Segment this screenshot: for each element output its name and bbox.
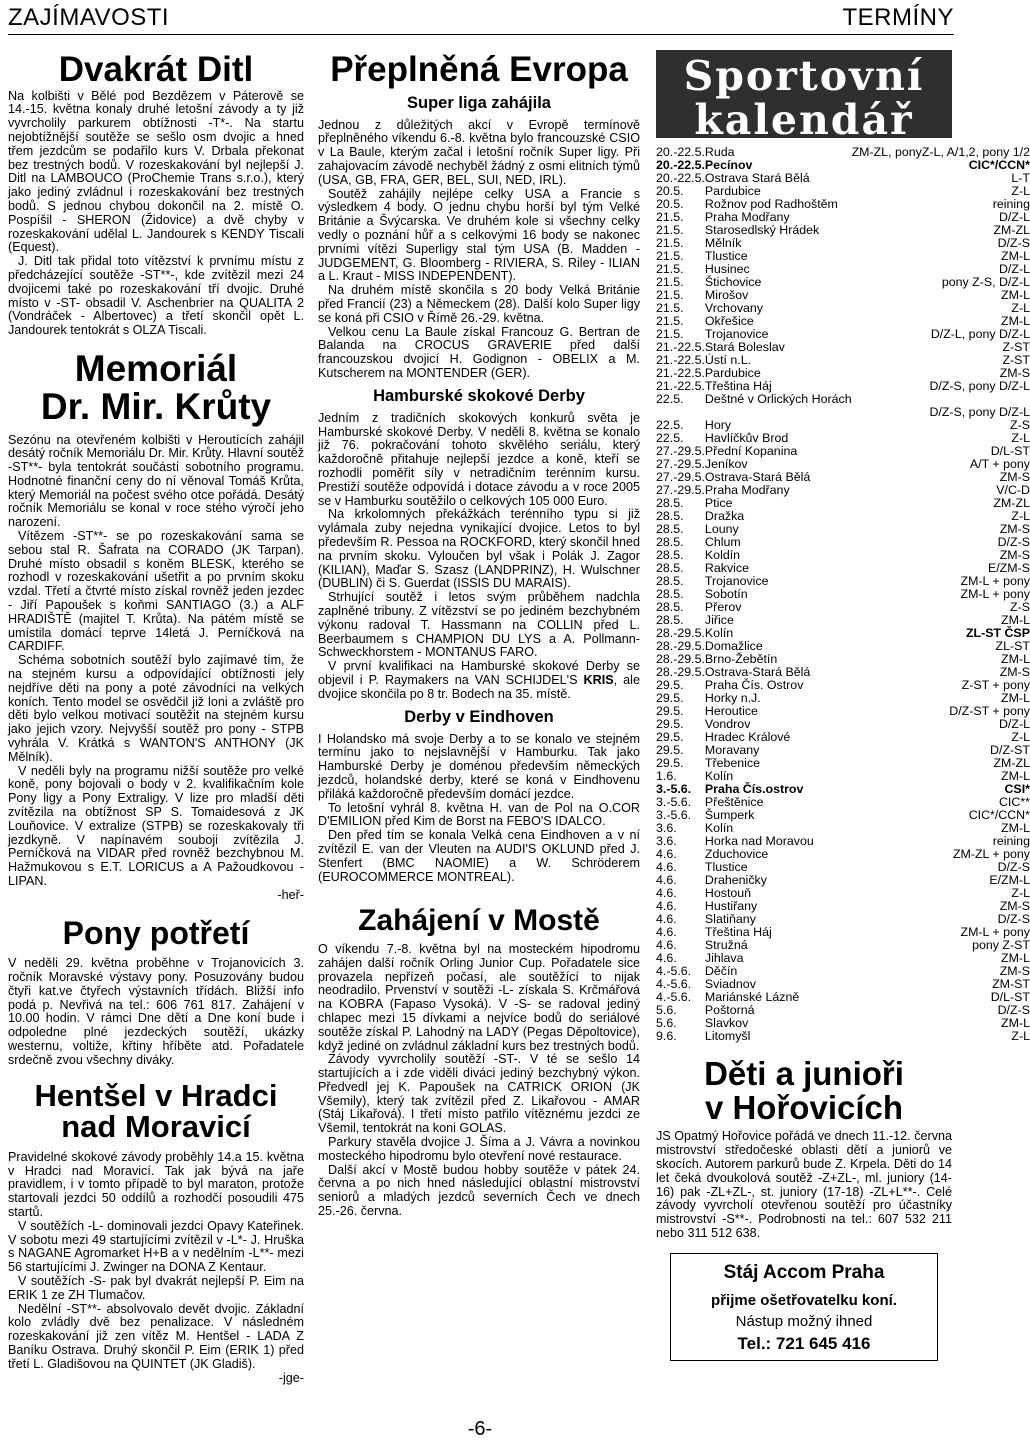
article-paragraph: I Holandsko má svoje Derby a to se konalo ve stejném termínu jako to nejslavnější v Hamburku. Tak jako Hamburské Derby je doménou především německých jezdců, holandské derby, které se koná v Eindhovenu přiláká každoročně především domácí jezdce. [318,731,640,801]
calendar-place: Pecínov [704,158,753,172]
column-middle [318,50,640,1219]
calendar-place: Pardubice [704,184,761,198]
calendar-place: Ústí n.L. [704,353,752,367]
calendar-date: 29.5. [656,743,684,757]
calendar-date: 1.6. [656,769,677,783]
calendar-place: Ostrava-Stará Bělá [704,470,811,484]
article-paragraph: Jedním z tradičních skokových konkurů světa je Hamburské skokové Derby. V neděli 8. května se konalo již 76. pokračování tohoto skvělého seriálu, který každoročně přitahuje nejlepší jezdce a koně, kteří se rozhodli poměřit síly v netradičním terénním kursu. Prestiží soutěže odpovídá i dotace závodu a v roce 2005 se v Hamburku soutěžilo o celkových 105 000 Euro. [318,410,640,508]
sports-calendar-banner [656,50,952,144]
calendar-place: Šumperk [704,808,755,822]
calendar-date: 4.6. [656,860,677,874]
calendar-place: Chlum [704,535,741,549]
calendar-level: D/Z-L [998,717,1030,731]
calendar-level: D/Z-S [997,535,1030,549]
title-line: Memoriál [74,348,238,390]
calendar-level: ZM-S [999,665,1030,679]
article-paragraph: V soutěžích -S- pak byl dvakrát nejlepší P. Eim na ERIK 1 ze ZH Tlumačov. [8,1273,304,1302]
calendar-date: 21.-22.5. [656,366,705,380]
banner-line: kalendář [694,96,914,144]
calendar-place: Praha Čís.ostrov [704,782,804,796]
title-line: Děti a junioři [704,1055,904,1092]
calendar-date: 28.5. [656,600,684,614]
calendar-date: 4.6. [656,886,677,900]
calendar-level: ZM-L + pony [960,925,1030,939]
calendar-place: Přeštěnice [704,795,764,809]
calendar-date: 4.6. [656,847,677,861]
calendar-date: 3.-5.6. [656,795,692,809]
article-title-deti-a-juniori [656,1057,952,1124]
calendar-level: CSI* [1004,782,1030,796]
calendar-place: Horka nad Moravou [704,834,814,848]
article-title-hamburg: Hamburské skokové Derby [373,386,585,405]
calendar-date: 4.-5.6. [656,977,692,991]
article-paragraph: Na kolbišti v Bělé pod Bezdězem v Páterově se 14.-15. května konaly druhé letošní závody a ty již vyvrcholily parkurem obtížnosti -T*-. Na startu nejobtížnější soutěže se sešlo osm dvojic a hned třem jezdcům se podařilo kurs V. Drbala překonat bez trestných bodů. V rozeskakování byl nejlepší J. Ditl na LAMBOUCO (ProChemie Trans s.r.o.), který jako jediný zvládnul i rozeskakování bez trestných bodů. S jednou chybou dokončil na 2. místě O. Pospíšil - SHERON (Židovice) a dvě chyby v rozeskakování udělal L. Jandourek s KENDY Tiscali (Equest). [8,88,304,255]
calendar-level: A/T + pony [969,457,1030,471]
calendar-level: D/Z-ST [990,743,1030,757]
calendar-date: 20.-22.5. [656,158,705,172]
calendar-level: Z-ST [1002,353,1030,367]
calendar-place: Sviadnov [704,977,756,991]
calendar-place: Ruda [704,145,735,159]
calendar-place: Slavkov [704,1016,749,1030]
calendar-date: 21.5. [656,223,684,237]
calendar-level: ZM-ZL [993,223,1030,237]
calendar-level: Z-S [1010,418,1030,432]
calendar-date: 21.5. [656,262,684,276]
calendar-level: Z-L [1011,184,1030,198]
calendar-place: Ostrava Stará Bělá [704,171,810,185]
calendar-level: L-T [1011,171,1030,185]
calendar-place: Zduchovice [704,847,769,861]
calendar-place: Husinec [704,262,750,276]
calendar-place: Vrchovany [704,301,764,315]
calendar-level: ZL-ST ČSP [965,626,1030,640]
calendar-place: Tlustice [704,249,748,263]
author-signature: -jge- [278,1370,304,1385]
calendar-place: Slatiňany [704,912,756,926]
calendar-date: 29.5. [656,691,684,705]
section-label-left: ZAJÍMAVOSTI [8,4,170,31]
calendar-place: Jihlava [704,951,744,965]
calendar-place: Stružná [704,938,748,952]
ad-text: přijme ošetřovatelku koní. [711,1291,897,1309]
calendar-place: Dražka [704,509,745,523]
calendar-date: 21.5. [656,249,684,263]
article-paragraph: Na krkolomných překážkách terénního typu si již vylámala zuby nejedna vynikající dvojice. Letos to byl především R. Pessoa na ROCKFORD, který skončil hned na prvním skoku. Vyloučen byl však i Polák J. Zagor (KILIAN), Maďar S. Szasz (LANDPRINZ), H. Wulschner (DUBLIN) či S. Guerdat (ISSIS DU MARAIS). [318,507,640,591]
calendar-level: D/Z-S [997,860,1030,874]
article-paragraph: Jednou z důležitých akcí v Evropě termínově přeplněného víkendu 6.-8. května bylo francouzské CSIO v La Baule, kterým začal i letošní ročník Super ligy. Při zahajovacím závodě nechyběl žádný z osmi elitních týmů (USA, GB, FRA, GER, BEL, SUI, NED, IRL). [318,117,640,187]
calendar-place: Domažlice [704,639,763,653]
calendar-place: Třeština Háj [704,925,772,939]
calendar-place: Brno-Žebětín [704,652,778,666]
calendar-place: Hostouň [704,886,752,900]
calendar-place: Mirošov [704,288,749,302]
article-paragraph: Na druhém místě skončila s 20 body Velká Británie před Francií (23) a Německem (28). Další kolo Super ligy se koná při CSIO v Římě 26.-29. května. [318,283,640,325]
calendar-level: ZM-S [999,964,1030,978]
calendar-date: 21.-22.5. [656,340,705,354]
calendar-level: D/Z-S [997,1003,1030,1017]
calendar-level: ZM-L [1001,821,1030,835]
calendar-date: 29.5. [656,717,684,731]
calendar-date: 21.-22.5. [656,353,705,367]
calendar-place: Ptice [704,496,733,510]
calendar-date: 21.5. [656,327,684,341]
calendar-date: 28.-29.5. [656,639,705,653]
calendar-place: Koldín [704,548,741,562]
calendar-level: ZM-ZL + pony [952,847,1030,861]
column-left [8,50,304,1385]
calendar-date: 29.5. [656,756,684,770]
calendar-date: 20.5. [656,184,684,198]
calendar-place: Jeníkov [704,457,748,471]
calendar-date: 21.5. [656,236,684,250]
calendar-level: D/Z-S [997,912,1030,926]
article-paragraph: Vítězem -ST**- se po rozeskakování sama se sebou stal R. Šafrata na CORADO (JK Tarpan). Druhé místo obsadil s koněm BLESK, kterého se rozhodl v rozeskakování ušetřit a po prvním skoku vzdal. Třetí a čtvrté místo získal rovněž jeden jezdec - Jiří Papoušek s koňmi SANTIAGO (3.) a ALF HRADIŠTĚ (majitel T. Krůta). Na pátém místě se umístila domácí teprve 14letá J. Perníčková na CARDIFF. [8,529,304,654]
calendar-place: Horky n.J. [704,691,761,705]
calendar-date: 28.5. [656,535,684,549]
section-label-right: TERMÍNY [842,4,954,31]
calendar-date: 27.-29.5. [656,444,705,458]
calendar-date: 20.-22.5. [656,171,705,185]
calendar-place: Hradec Králové [704,730,791,744]
column-right [656,50,1030,1361]
calendar-table [656,146,1030,1043]
calendar-date: 28.5. [656,496,684,510]
calendar-level: D/Z-S, pony D/Z-L [929,379,1030,393]
calendar-place: Louny [704,522,739,536]
calendar-date: 28.-29.5. [656,626,705,640]
calendar-place: Třebenice [704,756,761,770]
calendar-level: ZM-L [1001,652,1030,666]
calendar-date: 27.-29.5. [656,457,705,471]
calendar-level: D/Z-L, pony D/Z-L [930,327,1030,341]
calendar-date: 21.5. [656,275,684,289]
calendar-date: 4.-5.6. [656,964,692,978]
calendar-place: Rakvice [704,561,749,575]
calendar-level: ZM-L [1001,314,1030,328]
calendar-place: Mělník [704,236,742,250]
calendar-place: Okřešice [704,314,754,328]
calendar-level: D/Z-S [997,236,1030,250]
ad-headline: Stáj Accom Praha [723,1261,885,1283]
calendar-level: CIC*/CCN* [968,158,1030,172]
page-number: -6- [467,1418,493,1440]
ad-phone: Tel.: 721 645 416 [737,1333,871,1353]
page-header [8,4,954,35]
calendar-level: Z-L [1011,886,1030,900]
calendar-level: D/Z-S, pony D/Z-L [929,405,1030,419]
calendar-date: 5.6. [656,1003,677,1017]
calendar-date: 29.5. [656,704,684,718]
calendar-date: 28.5. [656,587,684,601]
article-paragraph: J. Ditl tak přidal toto vítězství k prvnímu místu z předcházející soutěže -ST**-, kde zvítězil mezi 24 dvojicemi také po rozeskakování tří dvojic. Druhé místo v -ST- obsadil V. Aschenbrier na QUALITA 2 (Vondráček - Albertovec) a třetí skončil opět L. Jandourek tentokrát s OLZA Tiscali. [8,254,304,338]
calendar-place: Draheničky [704,873,767,887]
calendar-place: Rožnov pod Radhoštěm [704,197,838,211]
calendar-place: Tlustice [704,860,748,874]
calendar-level: ZM-L [1001,1016,1030,1030]
article-title-memorial [8,350,304,425]
calendar-level: ZM-L + pony [960,574,1030,588]
title-line: Dr. Mir. Krůty [40,385,272,427]
calendar-date: 4.6. [656,951,677,965]
article-title-eindhoven: Derby v Eindhoven [404,707,554,726]
article-paragraph: JS Opatmý Hořovice pořádá ve dnech 11.-12. června mistrovství středočeské oblasti dětí a juniorů ve skocích. Autorem parkurů bude Z. Krpela. Děti do 14 let čeká dvoukolová soutěž -Z+ZL-, ml. juniory (14-16) pak -ZL+ZL-, st. juniory (17-18) -ZL+L**-. Celé závody vyvrcholí otevřenou soutěží pro účastníky mistrovství -S**-. Podrobnosti na tel.: 607 532 211 nebo 311 512 638. [656,1129,952,1240]
calendar-date: 29.5. [656,678,684,692]
calendar-date: 3.-5.6. [656,808,692,822]
calendar-level: CIC** [998,795,1030,809]
calendar-date: 21.5. [656,301,684,315]
calendar-level: Z-L [1011,730,1030,744]
calendar-date: 28.-29.5. [656,665,705,679]
article-paragraph: V soutěžích -L- dominovali jezdci Opavy Kateřinek. V sobotu mezi 49 startujícími zvítězil v -L*- J. Hruška s NAGANE Agromarket H+B a v nedělním -L**- mezi 56 startujícími J. Zwinger na DONA Z Kentaur. [8,1218,304,1275]
calendar-date: 9.6. [656,1029,677,1043]
calendar-place: Pardubice [704,366,761,380]
calendar-place: Hustiřany [704,899,758,913]
calendar-place: Kolín [704,769,734,783]
article-paragraph: To letošní vyhrál 8. května H. van de Pol na O.COR D'EMILION před Kim de Borst na FEBO'S IDALCO. [318,800,640,829]
text-run: V první kvalifikaci na Hamburské skokové Derby se objevil i P. Raymakers na VAN SCHIJDEL'S [318,659,640,687]
calendar-date: 21.5. [656,288,684,302]
calendar-place: Kolín [704,821,734,835]
calendar-place: Sobotín [704,587,748,601]
calendar-level: D/Z-L [998,210,1030,224]
calendar-level: ZM-L [1001,769,1030,783]
title-line: Hentšel v Hradci [34,1077,278,1113]
calendar-level: reining [992,197,1030,211]
calendar-date: 28.5. [656,509,684,523]
calendar-date: 20.5. [656,197,684,211]
calendar-level: Z-L [1011,1029,1030,1043]
calendar-date: 4.-5.6. [656,990,692,1004]
calendar-row [656,1030,1030,1043]
calendar-place: Ostrava-Stará Bělá [704,665,811,679]
calendar-date: 21.-22.5. [656,379,705,393]
author-signature: -heř- [277,887,304,902]
calendar-level: D/Z-L [998,262,1030,276]
title-line: nad Moravicí [61,1109,251,1145]
calendar-level: ZM-L [1001,249,1030,263]
advertisement-box [670,1253,938,1361]
calendar-level: Z-L [1011,509,1030,523]
calendar-place: Třeština Háj [704,379,772,393]
calendar-date: 28.-29.5. [656,652,705,666]
article-paragraph: Velkou cenu La Baule získal Francouz G. Bertran de Balanda na CROCUS GRAVERIE před další francouzskou dvojicí H. Godignon - OBELIX a M. Kutscherem na MONTENDER (GER). [318,324,640,381]
calendar-level: D/L-ST [990,990,1030,1004]
calendar-date: 20.-22.5. [656,145,705,159]
article-paragraph: Další akcí v Mostě budou hobby soutěže v pátek 24. června a po nich hned následující oblastní mistrovství seniorů a mladých jezdců severních Čech ve dnech 25.-26. června. [318,1162,640,1219]
calendar-date: 28.5. [656,561,684,575]
calendar-date: 21.5. [656,314,684,328]
calendar-place: Jiřice [704,613,734,627]
calendar-level: ZM-L [1001,288,1030,302]
calendar-place: Moravany [704,743,760,757]
article-paragraph: Strhující soutěž i letos svým průběhem nadchla zaplněné tribuny. Z vítězství se po jediném bezchybném výkonu radoval T. Hassmann na COLLIN před L. Beerbaumem s CHAMPION DU LYS a A. Pollmann-Schweckhorstem - MONTANUS FARO. [318,590,640,660]
calendar-level: ZM-L [1001,613,1030,627]
calendar-place: Praha Modřany [704,483,790,497]
calendar-date: 4.6. [656,925,677,939]
calendar-level: ZM-ZL, ponyZ-L, A/1,2, pony 1/2 [851,145,1030,159]
calendar-date: 4.6. [656,873,677,887]
calendar-date: 3.6. [656,834,677,848]
calendar-place: Praha Čís. Ostrov [704,678,804,692]
calendar-date: 3.-5.6. [656,782,692,796]
calendar-place: Trojanovice [704,327,769,341]
article-title-most: Zahájení v Mostě [358,904,600,938]
calendar-place: Přerov [704,600,742,614]
calendar-date: 22.5. [656,431,684,445]
calendar-level: Z-S [1010,600,1030,614]
horse-name-bold: KRIS [583,672,614,687]
calendar-date: 27.-29.5. [656,470,705,484]
article-paragraph: Soutěž zahájily nejlépe celky USA a Francie s výsledkem 4 body. O jednu chybu horší byl tým Velké Británie a Švýcarska. Ve druhém kole si všechny celky vedly o poznání hůř a s celkovými 16 body se nakonec prvními vítězi Superligy stal tým USA (B. Madden - JUDGEMENT, G. Bloomberg - RIVIERA, S. Riley - ILIAN a L. Kraut - MISS INDEPENDENT). [318,186,640,284]
article-paragraph: Parkury stavěla dvojice J. Šíma a J. Vávra a novinkou mosteckého hipodromu bylo otevření nové restaurace. [318,1135,640,1163]
calendar-place: Hory [704,418,732,432]
calendar-date: 27.-29.5. [656,483,705,497]
calendar-place: Deštné v Orlických Horách [704,392,852,406]
calendar-level: ZM-S [999,899,1030,913]
calendar-place: Heroutice [704,704,758,718]
calendar-place: Přední Kopanina [704,444,798,458]
calendar-date: 5.6. [656,1016,677,1030]
article-paragraph: Pravidelné skokové závody proběhly 14.a 15. května v Hradci nad Moravicí. Tak jak bývá na jaře pravidlem, i v tomto případě to byl maraton, protože startovali jezdci 50 oddílů a rozhodčí posoudili 475 startů. [8,1149,304,1219]
calendar-level: ZL-ST [995,639,1030,653]
calendar-place: Havlíčkův Brod [704,431,789,445]
calendar-level: ZM-ZL [993,496,1030,510]
calendar-date: 4.6. [656,899,677,913]
calendar-level: Z-ST [1002,340,1030,354]
calendar-place: Děčín [704,964,738,978]
calendar-date: 29.5. [656,730,684,744]
calendar-level: Z-L [1011,301,1030,315]
article-paragraph: Den před tím se konala Velká cena Eindhoven a v ní zvítězil E. van der Vleuten na AUDI'S OKLUND před J. Stenfert (BMC NAOMIE) a W. Schröderem (EUROCOMMERCE MONTREAL). [318,828,640,884]
article-paragraph [318,660,640,701]
calendar-date: 28.5. [656,574,684,588]
article-paragraph: Závody vyvrcholily soutěží -ST-. V té se sešlo 14 startujících a i zde viděli diváci jediný bezchybný výkon. Předvedl jej K. Papoušek na CATRICK ORION (JK Všemily), který tak zvítězil před Z. Likařovou - AMAR (Stáj Likařová). I třetí místo patřilo vítěznému jezdci ze Všemil, tentokrát na koni GOLAS. [318,1052,640,1136]
calendar-level: ZM-ZL [993,756,1030,770]
calendar-place: Poštorná [704,1003,755,1017]
calendar-level: pony Z-ST [972,938,1030,952]
article-title-preplnena-evropa: Přeplněná Evropa [330,50,628,89]
article-title-pony: Pony potřetí [62,914,250,951]
article-paragraph: Schéma sobotních soutěží bylo zajímavé tím, že na stejném kursu a odpovídající obtížnosti jely nejdříve děti na pony a poté závodníci na velkých koních. Tento model se osvědčil již loni a zvláště pro děti bylo velkou motivací soutěžit na stejném kursu jako jejich vzory. Nejvyšší soutěž pro pony - STPB vyhrála V. Krátká s WANTON'S ANTHONY (JK Mělník). [8,653,304,764]
calendar-level: D/L-ST [990,444,1030,458]
calendar-date: 22.5. [656,392,684,406]
calendar-level: ZM-S [999,548,1030,562]
article-paragraph: Nedělní -ST**- absolvovalo devět dvojic. Základní kolo zvládly dvě bez penalizace. V následném rozeskakování již zen vítěz M. Hentšel - LADA Z Baníku Ostrava. Druhý skončil P. Eim (ERIK 1) před třetí L. Gladišovou na QUINTET (JK Gladiš). [8,1301,304,1371]
article-subtitle: Super liga zahájila [407,93,551,112]
calendar-place: Kolín [704,626,734,640]
calendar-date: 28.5. [656,613,684,627]
article-paragraph: O víkendu 7.-8. května byl na mosteckém hipodromu zahájen další ročník Orling Junior Cup. Pořadatele sice provazela nepřízeň počasí, ale soutěžící to nijak neodradilo. Prvenství v soutěži -L- získala S. Krčmářová na KOBRA (Fapaso Vysoká). V -S- se radoval jediný chlapec mezi 15 dívkami a nejvíce bodů do seriálové soutěže získal P. Lahodný na LADY (Pegas Děpoltovice), když jediné on zvládnul základní kurs bez trestných bodů. [318,941,640,1053]
calendar-level: ZM-L [1001,951,1030,965]
article-paragraph: V neděli byly na programu nižší soutěže pro velké koně, pony bojovali o body v 2. kvalifikačním kole Pony ligy a Pony Extraligy. V lize pro mladší děti zvítězila na obtížnost SP S. Tomaidesová z JK Louňovice. V extralize (STPB) se rozeskakovaly tři jezdkyně. V napínavém souboji zvítězila J. Perníčková na VIDAR před rovněž bezchybnou M. Hažmukovou s E.T. LORICUS a A Pažoudkovou - LIPAN. [8,763,304,888]
calendar-level: ZM-L [1001,691,1030,705]
calendar-date: 28.5. [656,548,684,562]
calendar-level: CIC*/CCN* [968,808,1030,822]
calendar-place: Štichovice [704,275,762,289]
calendar-place: Vondrov [704,717,751,731]
article-title-hentsel [8,1077,304,1145]
calendar-place: Stará Boleslav [704,340,785,354]
calendar-level: E/ZM-L [989,873,1030,887]
article-title-dvakrat-ditl: Dvakrát Ditl [58,50,254,89]
calendar-level: ZM-S [999,366,1030,380]
calendar-level: Z-ST + pony [961,678,1030,692]
calendar-place: Praha Modřany [704,210,790,224]
calendar-level: V/C-D [996,483,1030,497]
calendar-level: D/Z-ST + pony [949,704,1030,718]
calendar-place: Trojanovice [704,574,769,588]
article-paragraph: V neděli 29. května proběhne v Trojanovicích 3. ročník Moravské výstavy pony. Posuzovány budou čtyři kat.ve čtyřech výstavních třídách. Bližší info podá p. Nevřivá na tel.: 606 761 817. Zahájení v 10.00 hodin. V rámci Dne dětí a Dne koní bude i odpoledne plné jezdeckých soutěží, ukázky westernu, voltiže, křtiny hříběte atd. Pořadatele srdečně zvou všechny diváky. [8,956,304,1067]
calendar-date: 3.6. [656,821,677,835]
calendar-date: 28.5. [656,522,684,536]
calendar-level: ZM-L + pony [960,587,1030,601]
calendar-level: ZM-S [999,470,1030,484]
ad-text: Nástup možný ihned [735,1312,873,1330]
calendar-place: Litomyšl [704,1029,751,1043]
title-line: v Hořovicích [704,1088,904,1126]
calendar-date: 22.5. [656,418,684,432]
calendar-level: Z-L [1011,431,1030,445]
calendar-place: Mariánské Lázně [704,990,800,1004]
calendar-place: Starosedlský Hrádek [704,223,820,237]
calendar-level: E/ZM-S [987,561,1030,575]
calendar-date: 21.5. [656,210,684,224]
calendar-date: 4.6. [656,912,677,926]
article-paragraph: Sezónu na otevřeném kolbišti v Heroutících zahájil desátý ročník Memoriálu Dr. Mir. Krůty. Hlavní soutěž -ST**- byla tentokrát součástí sobotního programu. Hodnotné finanční ceny do ní věnoval Tomáš Krůta, který Memoriál na počest svého otce pořádá. Desátý ročník Memoriálu se konal v roce stého výročí jeho narození. [8,432,304,530]
calendar-level: pony Z-S, D/Z-L [941,275,1030,289]
calendar-level: ZM-S [999,522,1030,536]
calendar-level: reining [992,834,1030,848]
banner-line: Sportovní [683,52,925,100]
calendar-level: ZM-ST [992,977,1030,991]
text-run: , ale dvojice skončila po 8 tr. Bodech na 35. místě. [318,672,640,701]
calendar-date: 4.6. [656,938,677,952]
